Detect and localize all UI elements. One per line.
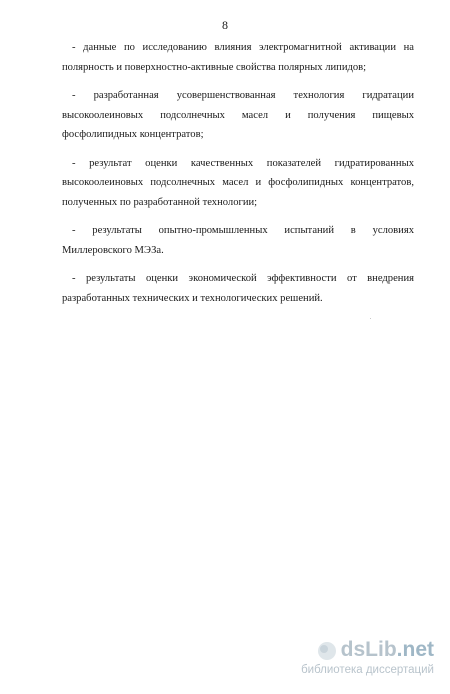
text-line: высокоолеиновых подсолнечных масел и фосфолипидных концентратов, (62, 177, 414, 188)
text-line: высокоолеиновых подсолнечных масел и получения пищевых (62, 109, 414, 121)
watermark-logo (341, 638, 434, 662)
document-body (62, 38, 414, 308)
text-line: - результат оценки качественных показателей гидратированных (72, 157, 414, 169)
dslib-logo-icon (316, 640, 338, 662)
scan-speck (370, 318, 371, 319)
text-line: фосфолипидных концентратов; (62, 129, 204, 140)
paragraph-2 (62, 86, 414, 145)
text-line: - результаты оценки экономической эффективности от внедрения (72, 273, 414, 284)
watermark (244, 638, 434, 682)
watermark-logo-tld: .net (396, 638, 434, 661)
text-line: разработанных технических и технологических решений. (62, 292, 323, 304)
paragraph-3 (62, 154, 414, 213)
text-line: полученных по разработанной технологии; (62, 196, 258, 208)
paragraph-4 (62, 221, 414, 260)
text-line: - данные по исследованию влияния электромагнитной активации на (72, 42, 414, 53)
text-line: Миллеровского МЭЗа. (62, 244, 164, 256)
text-line: - разработанная усовершенствованная технология гидратации (72, 90, 414, 101)
text-line: - результаты опытно-промышленных испытаний в условиях (72, 225, 414, 236)
watermark-subtitle: библиотека диссертаций (301, 664, 434, 676)
watermark-logo-main: dsLib (340, 638, 397, 661)
paragraph-1 (62, 38, 414, 77)
text-line: полярность и поверхностно-активные свойства полярных липидов; (62, 61, 367, 73)
page-number: 8 (222, 18, 228, 32)
paragraph-5 (62, 269, 414, 308)
